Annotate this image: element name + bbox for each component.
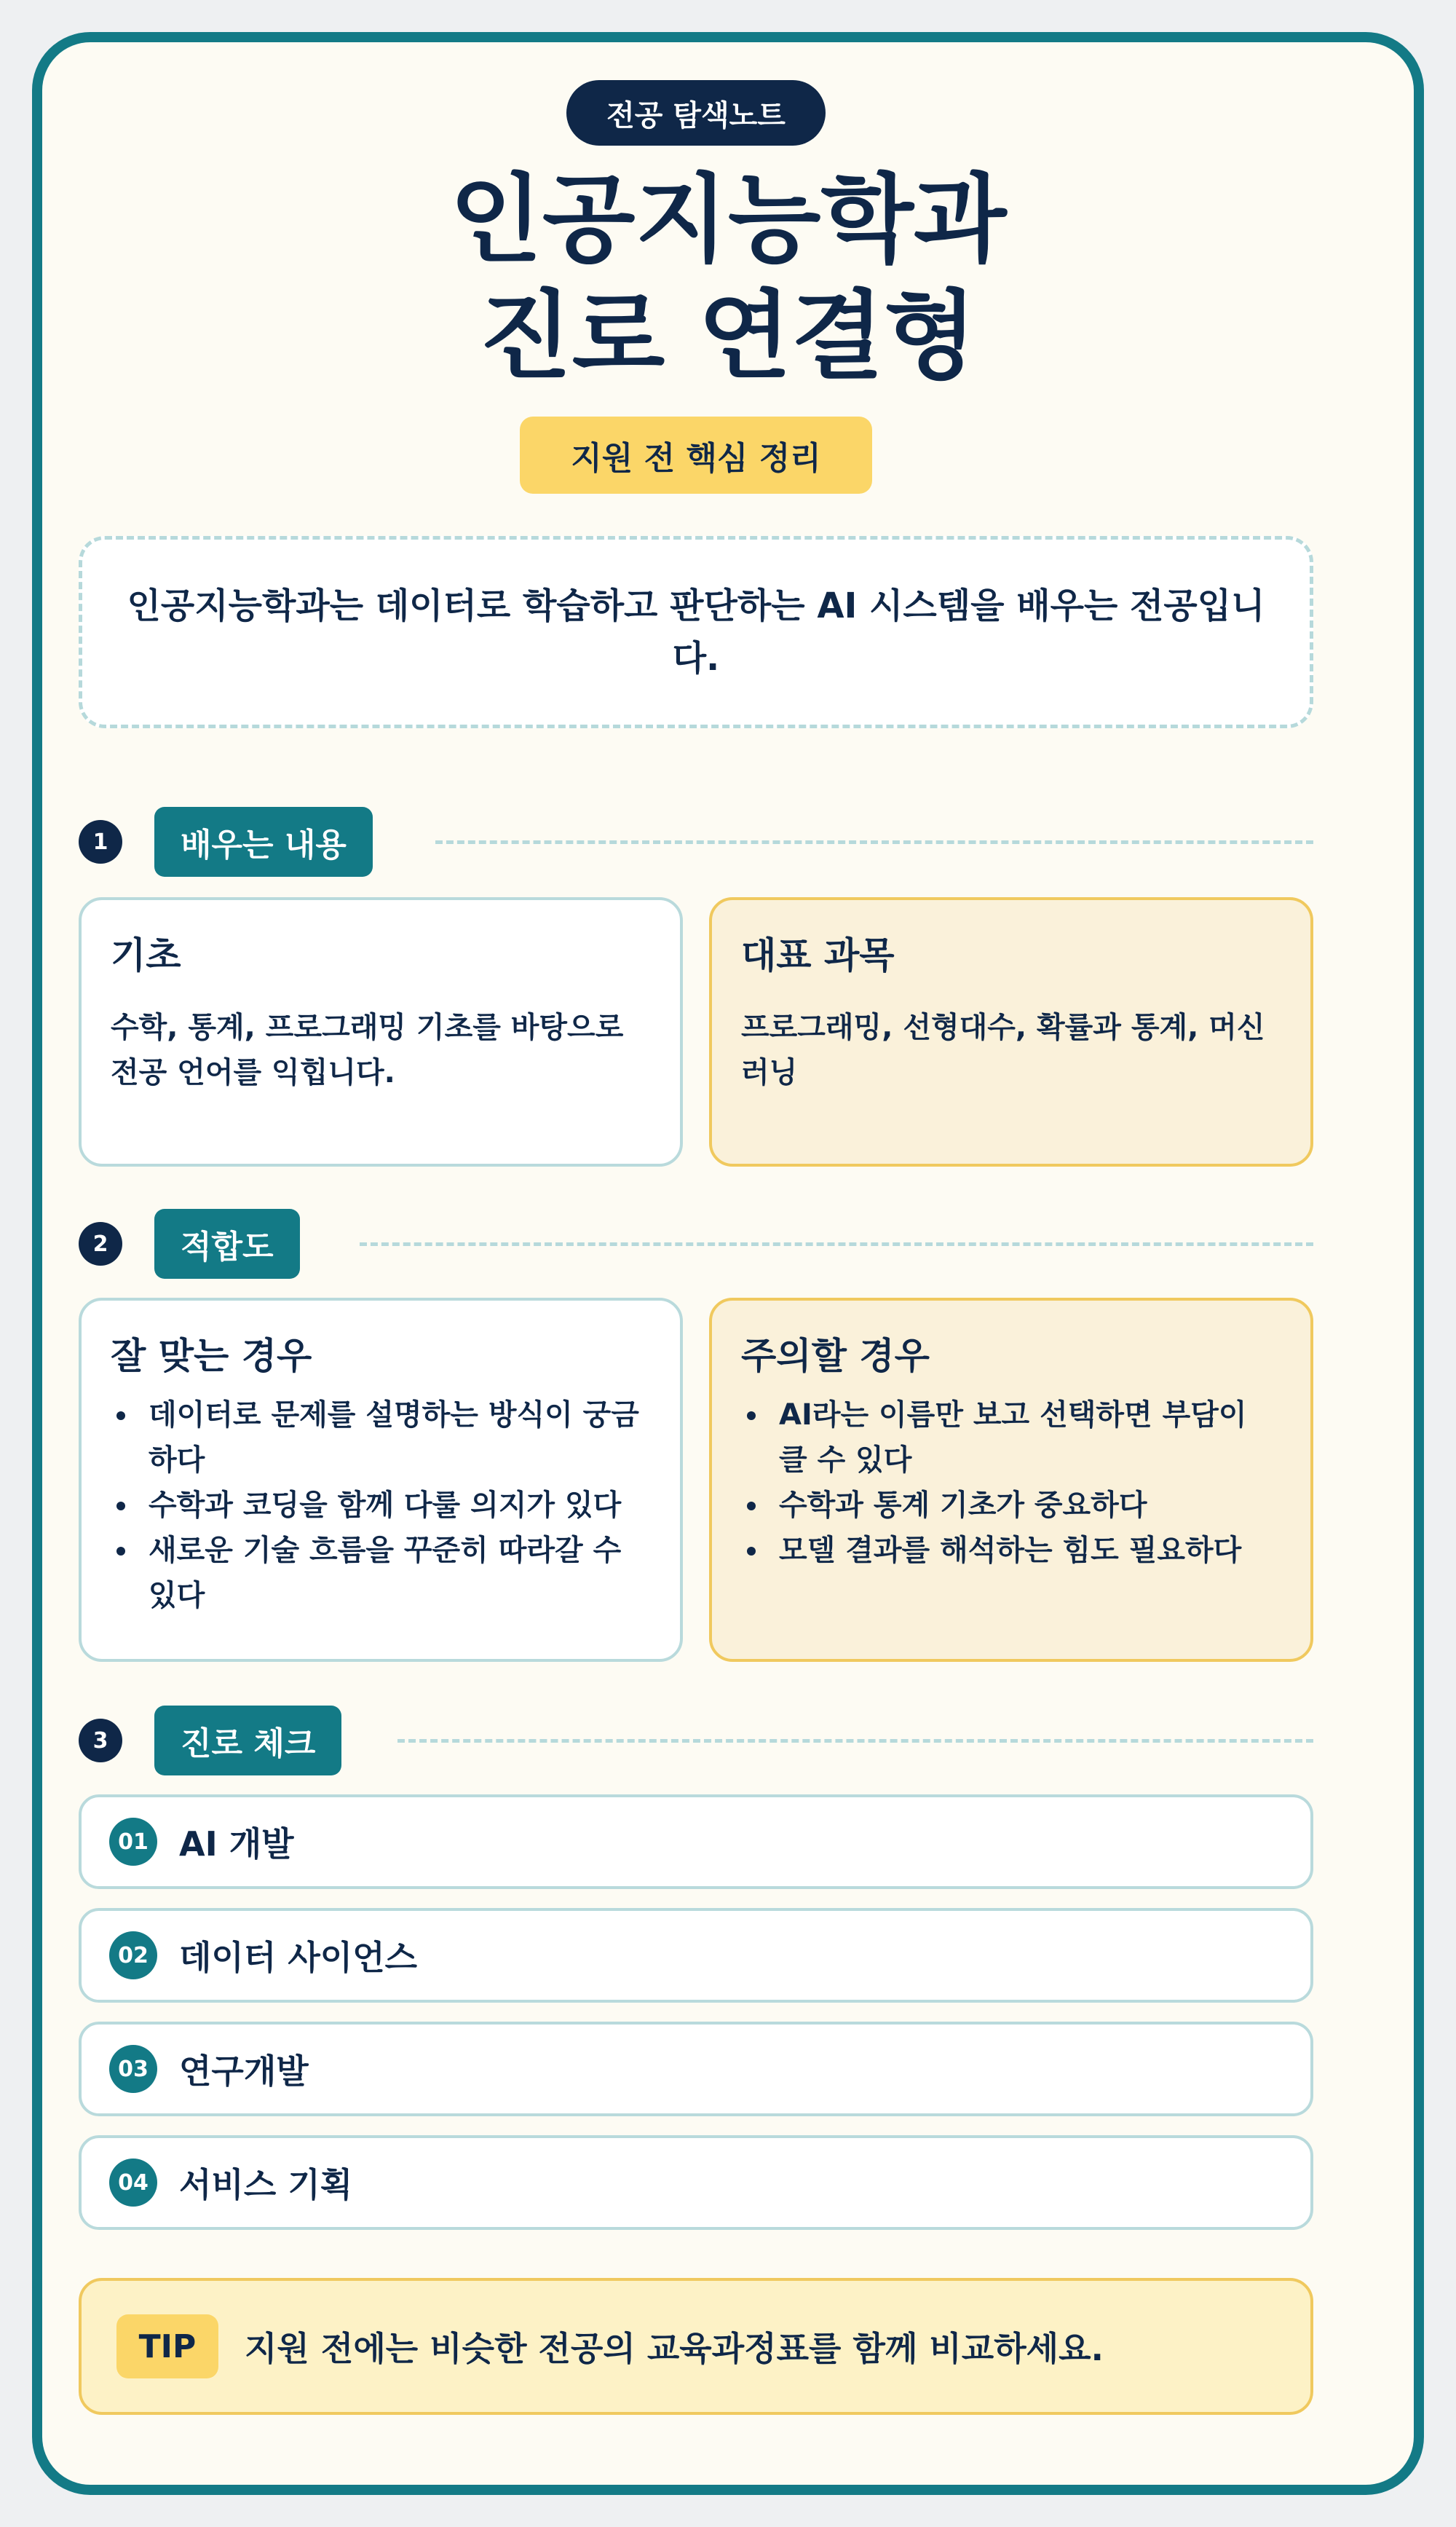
list-item: 새로운 기술 흐름을 꾸준히 따라갈 수 있다: [111, 1528, 651, 1618]
career-item: [79, 2135, 1313, 2230]
card-title: 주의할 경우: [741, 1335, 930, 1377]
section-divider: [397, 1739, 1313, 1743]
basics-card: [79, 897, 683, 1167]
career-number: 03: [109, 2045, 157, 2093]
career-item: [79, 1908, 1313, 2003]
card-title: 대표 과목: [741, 934, 895, 977]
section-number: 3: [79, 1719, 122, 1762]
section-label: 적합도: [154, 1209, 300, 1279]
list-item: 데이터로 문제를 설명하는 방식이 궁금하다: [111, 1392, 651, 1483]
card-text: 프로그래밍, 선형대수, 확률과 통계, 머신러닝: [741, 1011, 1265, 1089]
career-item: [79, 2022, 1313, 2116]
career-label: AI 개발: [179, 1824, 294, 1864]
section-number: 1: [79, 820, 122, 864]
card-title: 기초: [111, 934, 181, 977]
intro-text: 인공지능학과는 데이터로 학습하고 판단하는 AI 시스템을 배우는 전공입니다.: [127, 586, 1265, 679]
career-label: 연구개발: [179, 2051, 309, 2091]
top-badge: 전공 탐색노트: [566, 80, 826, 146]
tip-box: [79, 2278, 1313, 2415]
card-title: 잘 맞는 경우: [111, 1335, 312, 1377]
section-label: 배우는 내용: [154, 807, 373, 877]
section-3-header: [79, 1706, 1313, 1775]
career-number: 01: [109, 1818, 157, 1866]
section-2-header: [79, 1209, 1313, 1279]
career-label: 데이터 사이언스: [179, 1938, 418, 1977]
career-item: [79, 1794, 1313, 1889]
good-fit-list: [111, 1392, 651, 1618]
career-label: 서비스 기획: [179, 2165, 353, 2204]
career-number: 02: [109, 1931, 157, 1979]
title-line-1: 인공지능학과: [449, 164, 1007, 276]
caution-list: [741, 1392, 1281, 1573]
section-label: 진로 체크: [154, 1706, 341, 1775]
good-fit-card: [79, 1298, 683, 1662]
caution-card: [709, 1298, 1313, 1662]
section-divider: [435, 840, 1313, 844]
section-number: 2: [79, 1222, 122, 1266]
tip-badge: TIP: [116, 2314, 218, 2378]
title-line-2: 진로 연결형: [479, 280, 977, 393]
subtitle-badge: 지원 전 핵심 정리: [520, 417, 872, 494]
list-item: AI라는 이름만 보고 선택하면 부담이 클 수 있다: [741, 1392, 1281, 1483]
card-text: 수학, 통계, 프로그래밍 기초를 바탕으로 전공 언어를 익힙니다.: [111, 1011, 624, 1089]
list-item: 모델 결과를 해석하는 힘도 필요하다: [741, 1528, 1281, 1573]
page-frame: [32, 32, 1424, 2495]
page-title: [0, 162, 1456, 395]
list-item: 수학과 코딩을 함께 다룰 의지가 있다: [111, 1483, 651, 1528]
tip-text: 지원 전에는 비슷한 전공의 교육과정표를 함께 비교하세요.: [245, 2329, 1104, 2368]
section-1-header: [79, 807, 1313, 877]
section-divider: [360, 1242, 1313, 1246]
intro-box: [79, 536, 1313, 728]
list-item: 수학과 통계 기초가 중요하다: [741, 1483, 1281, 1528]
career-number: 04: [109, 2159, 157, 2207]
courses-card: [709, 897, 1313, 1167]
